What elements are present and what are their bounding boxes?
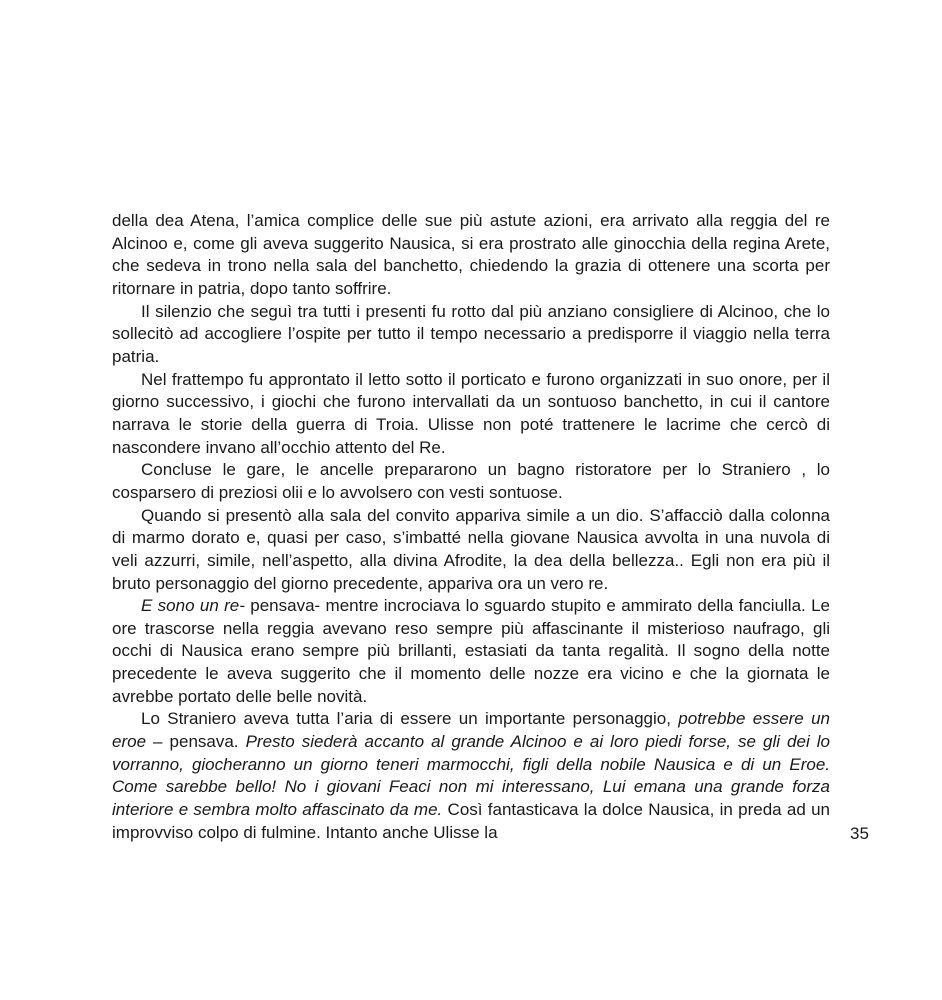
paragraph-2 — [112, 301, 830, 369]
paragraph-3 — [112, 369, 830, 460]
page-number: 35 — [850, 824, 869, 843]
paragraph-5 — [112, 505, 830, 596]
paragraph-4 — [112, 459, 830, 504]
paragraph-7 — [112, 708, 830, 844]
paragraph-7-italic-2: potrebbe essere un eroe — [112, 709, 830, 752]
paragraph-6-italic-1: E sono un re- — [141, 596, 245, 616]
paragraph-6-text-2: pensava- mentre incrociava lo sguardo stupito e ammirato della fanciulla. Le ore trascorse nella reggia avevano reso sempre più affascinante il misterioso naufrago, gli occhi di Nausica erano sempre più brillanti, estasiati da tanta regalità. Il sogno della notte precedente le aveva suggerito che il momento delle nozze era vicino e che la giornata le avrebbe portato delle belle novità. — [112, 596, 831, 706]
paragraph-2-text: Il silenzio che seguì tra tutti i presenti fu rotto dal più anziano consigliere di Alcinoo, che lo sollecitò ad accogliere l’ospite per tutto il tempo necessario a predisporre il viaggio nella terra patria. — [112, 301, 830, 366]
paragraph-5-text: Quando si presentò alla sala del convito appariva simile a un dio. S’affacciò dalla colonna di marmo dorato e, quasi per caso, s’imbatté nella giovane Nausica avvolta in una nuvola di veli azzurri, simile, nell’aspetto, alla divina Afrodite, la dea della bellezza.. Egli non era più il bruto personaggio del giorno precedente, appariva ora un vero re. — [112, 505, 830, 593]
paragraph-4-text: Concluse le gare, le ancelle prepararono un bagno ristoratore per lo Straniero , lo cosparsero di preziosi olii e lo avvolsero con vesti sontuose. — [112, 460, 830, 502]
paragraph-7-text-1: Lo Straniero aveva tutta l’aria di essere un importante personaggio, — [141, 709, 679, 729]
paragraph-1 — [112, 210, 830, 301]
paragraph-1-text: della dea Atena, l’amica complice delle sue più astute azioni, era arrivato alla reggia del re Alcinoo e, come gli aveva suggerito Nausica, si era prostrato alle ginocchia della regina Arete, che sedeva in trono nella sala del banchetto, chiedendo la grazia di ottenere una scorta per ritornare in patria, dopo tanto soffrire. — [112, 211, 830, 298]
paragraph-7-text-3: – pensava. — [146, 732, 246, 752]
paragraph-3-text: Nel frattempo fu approntato il letto sotto il porticato e furono organizzati in suo onore, per il giorno successivo, i giochi che furono intervallati da un sontuoso banchetto, in cui il cantore narrava le storie della guerra di Troia. Ulisse non poté trattenere le lacrime che cercò di nascondere invano all’occhio attento del Re. — [112, 369, 830, 457]
paragraph-6 — [112, 595, 830, 708]
paragraph-7-text-5: Così fantasticava la dolce Nausica, in preda ad un improvviso colpo di fulmine. Intanto anche Ulisse la — [112, 800, 831, 842]
page-body — [112, 210, 830, 844]
paragraph-7-italic-4: Presto siederà accanto al grande Alcinoo e ai loro piedi forse, se gli dei lo vorranno, giocheranno un giorno teneri marmocchi, figli della nobile Nausica e di un Eroe. Come sarebbe bello! No i giovani Feaci non mi interessano, Lui emana una grande forza interiore e sembra molto affascinato da me. — [112, 732, 830, 820]
